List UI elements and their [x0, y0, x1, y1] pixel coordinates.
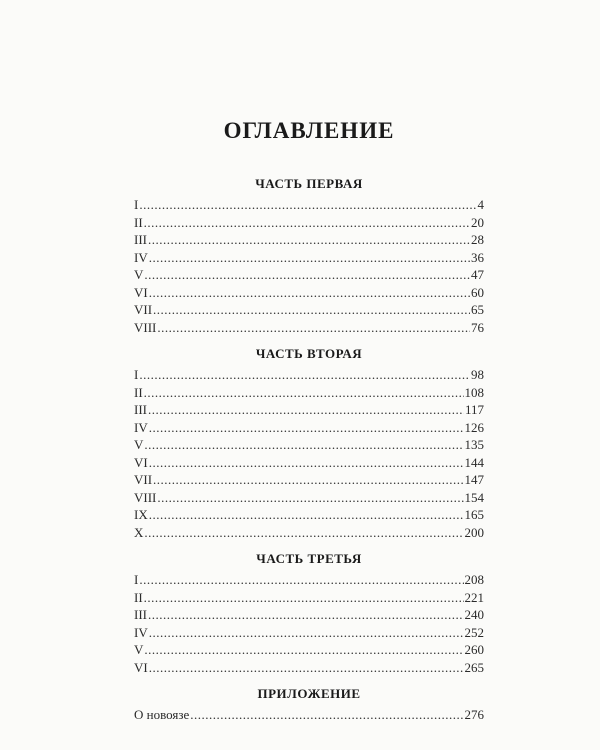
- toc-entry-page-number: 60: [471, 284, 484, 300]
- dot-leader: [149, 659, 464, 677]
- toc-entry-label: V: [134, 267, 144, 282]
- toc-entry-label: VI: [134, 454, 148, 470]
- toc-entry[interactable]: [134, 384, 484, 402]
- dot-leader: [139, 196, 476, 214]
- dot-leader: [144, 384, 464, 402]
- toc-entry-page-number: 117: [464, 402, 484, 417]
- dot-leader: [153, 471, 463, 489]
- toc-entry[interactable]: [134, 589, 484, 607]
- toc-section: [134, 346, 484, 541]
- dot-leader: [148, 606, 464, 624]
- dot-leader: [157, 489, 463, 507]
- toc-entry-label: III: [134, 232, 147, 247]
- toc-entry[interactable]: [134, 571, 484, 589]
- toc-entry-page-number: 108: [464, 384, 484, 400]
- toc-entry-page-number: 252: [464, 624, 484, 640]
- toc-entry-page-number: 47: [471, 267, 484, 282]
- toc-entry-label: II: [134, 214, 143, 230]
- toc-entry-label: II: [134, 384, 143, 400]
- toc-entry[interactable]: [134, 606, 484, 624]
- dot-leader: [144, 589, 464, 607]
- toc-entry[interactable]: [134, 266, 484, 284]
- toc-entry-label: V: [134, 437, 144, 452]
- toc-entry[interactable]: [134, 436, 484, 454]
- toc-entry-label: IX: [134, 507, 148, 522]
- toc-entry-page-number: 260: [464, 642, 484, 657]
- toc-entry-page-number: 240: [464, 607, 484, 622]
- dot-leader: [149, 249, 470, 267]
- toc-entry[interactable]: [134, 301, 484, 319]
- dot-leader: [144, 436, 463, 454]
- toc-entry-page-number: 65: [471, 302, 484, 317]
- toc-title: ОГЛАВЛЕНИЕ: [223, 118, 395, 143]
- toc-entry-label: X: [134, 524, 144, 540]
- toc-entry[interactable]: [134, 454, 484, 472]
- section-title: ПРИЛОЖЕНИЕ: [257, 686, 361, 701]
- toc-entry[interactable]: [134, 624, 484, 642]
- toc-section: [134, 551, 484, 676]
- dot-leader: [149, 506, 464, 524]
- toc-entry-label: I: [134, 572, 139, 587]
- section-title: ЧАСТЬ ПЕРВАЯ: [255, 176, 363, 191]
- toc-entry-label: VIII: [134, 489, 157, 505]
- toc-entry-page-number: 208: [464, 572, 484, 587]
- toc-entry-page-number: 276: [464, 707, 484, 722]
- section-title: ЧАСТЬ ВТОРАЯ: [255, 346, 363, 361]
- toc-entry-page-number: 147: [464, 472, 484, 487]
- toc-entry[interactable]: [134, 249, 484, 267]
- toc-entry[interactable]: [134, 506, 484, 524]
- toc-entry-label: VII: [134, 472, 153, 487]
- toc-entry-page-number: 98: [471, 367, 484, 382]
- dot-leader: [149, 454, 464, 472]
- dot-leader: [144, 214, 470, 232]
- dot-leader: [139, 366, 470, 384]
- dot-leader: [190, 706, 463, 724]
- dot-leader: [148, 231, 470, 249]
- dot-leader: [157, 319, 470, 337]
- dot-leader: [149, 284, 470, 302]
- toc-entry-label: VI: [134, 284, 148, 300]
- toc-entry-page-number: 28: [471, 232, 484, 247]
- section-title: ЧАСТЬ ТРЕТЬЯ: [256, 551, 362, 566]
- toc-entry-label: III: [134, 607, 147, 622]
- toc-entry-page-number: 165: [464, 507, 484, 522]
- table-of-contents: [134, 118, 484, 734]
- toc-entry[interactable]: [134, 471, 484, 489]
- toc-entry[interactable]: [134, 524, 484, 542]
- toc-entry[interactable]: [134, 284, 484, 302]
- toc-entry[interactable]: [134, 319, 484, 337]
- dot-leader: [144, 641, 463, 659]
- toc-entry-page-number: 154: [464, 489, 484, 505]
- toc-entry-label: I: [134, 367, 139, 382]
- toc-entry-label: II: [134, 589, 143, 605]
- toc-entry-label: VI: [134, 659, 148, 675]
- toc-entry-label: VII: [134, 302, 153, 317]
- toc-entry-page-number: 144: [464, 454, 484, 470]
- toc-section: [134, 176, 484, 336]
- dot-leader: [148, 401, 464, 419]
- dot-leader: [149, 419, 464, 437]
- dot-leader: [144, 266, 470, 284]
- toc-entry[interactable]: [134, 401, 484, 419]
- toc-entry-page-number: 265: [464, 659, 484, 675]
- toc-entry-label: III: [134, 402, 147, 417]
- toc-entry-page-number: 221: [464, 589, 484, 605]
- toc-entry-label: О новоязе: [134, 707, 190, 722]
- toc-entry[interactable]: [134, 196, 484, 214]
- toc-entry-page-number: 20: [471, 214, 484, 230]
- toc-section: [134, 686, 484, 724]
- toc-entry-label: I: [134, 197, 139, 212]
- toc-entry[interactable]: [134, 706, 484, 724]
- toc-entry-label: IV: [134, 249, 148, 265]
- toc-sections: [134, 176, 484, 724]
- toc-entry[interactable]: [134, 231, 484, 249]
- toc-entry[interactable]: [134, 366, 484, 384]
- toc-entry-page-number: 4: [477, 197, 484, 212]
- toc-entry[interactable]: [134, 214, 484, 232]
- toc-entry[interactable]: [134, 489, 484, 507]
- dot-leader: [139, 571, 463, 589]
- dot-leader: [149, 624, 464, 642]
- toc-entry-label: IV: [134, 419, 148, 435]
- toc-entry-label: VIII: [134, 319, 157, 335]
- toc-entry-page-number: 36: [471, 249, 484, 265]
- toc-entry[interactable]: [134, 659, 484, 677]
- toc-entry-page-number: 200: [464, 524, 484, 540]
- toc-entry-label: V: [134, 642, 144, 657]
- dot-leader: [153, 301, 470, 319]
- toc-entry-label: IV: [134, 624, 148, 640]
- toc-entry-page-number: 126: [464, 419, 484, 435]
- toc-entry-page-number: 135: [464, 437, 484, 452]
- dot-leader: [144, 524, 463, 542]
- toc-entry-page-number: 76: [471, 319, 484, 335]
- toc-entry[interactable]: [134, 419, 484, 437]
- toc-entry[interactable]: [134, 641, 484, 659]
